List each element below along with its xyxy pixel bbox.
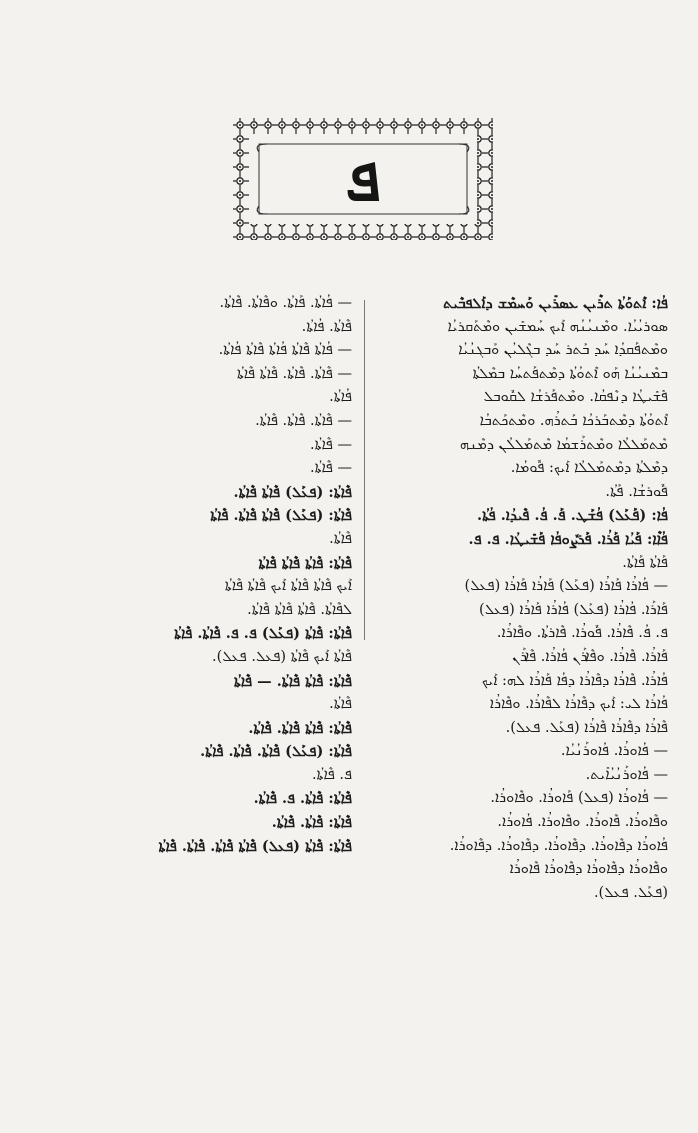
entry-line: ܣܘܪܝܳܝܳܐ. ܘܡܶܢܝܳܢܳܗ ܐܰܝܟ ܚܰܡܫܺܝܢ ܘܡܶܬܰܩܪܝܳܐ — [447, 318, 668, 335]
entry-line: ܦܶܐܬܳܐ: ܦܶܐܬܳܐ ܦܶܐܬܳܐ. — ܦܶܐܬܳܐ — [233, 672, 352, 690]
entry-line: ܦܰܐܬܳܐ ܦܰܐܬܳܐ. — [622, 554, 668, 571]
entry-line: ܦܶܐܪܳܐ ܕܦܶܐܪܳܐ ܦܶܐܪܳܐ (ܦܥܰܠ. ܦܥܠ). — [505, 719, 668, 736]
entry-line: ܦܶܐܬܳܐ: ܦܶܐܬܳܐ. ܦܶܐܬܳܐ. — [271, 814, 352, 832]
entry-line: ܦܳܐ: ܐܶܬܘܰܬܳܐ ܬܪܶܝܢ ܥܣܪܺܝܢ ܘܰܚܡܶܫ ܕܐܰܠܦܒܶܝܬ — [443, 295, 668, 312]
entry-line: ܘܦܶܐܘܪܳܐ ܕܦܶܐܘܪܳܐ ܕܦܶܐܘܪܳܐ ܦܶܐܘܪܳܐ — [509, 861, 668, 878]
entry-line: ܐܰܝܟ ܦܶܐܬܳܐ ܦܶܐܬܳܐ ܐܰܝܟ ܦܶܐܬܳܐ ܦܶܐܬܳܐ — [224, 578, 352, 595]
entry-line: — ܦܶܐܬܳܐ. — [310, 460, 352, 477]
entry-line: ܦܶܐܬܳܐ: ܦܶܐܬܳܐ. ܦ. ܦܶܐܬܳܐ. — [253, 790, 352, 808]
entry-line: ܦ. ܦܳ. ܦܶܐܪܳܐ. ܦܽܘܪܳܐ. ܦܶܐܪܬܳܐ. ܘܦܶܐܪܳܐ. — [496, 625, 668, 642]
entry-line: ܦܳܐ: (ܦܰܥܰܠ) ܦܳܫܰܛ. ܦܰ. ܦܳ. ܦܶܝܕܳܐ. ܦܳܬܳܐ. — [477, 507, 668, 525]
entry-line: — ܦܳܐܘܪܳܐ (ܦܥܠ) ܦܰܐܘܪܳܐ. ܘܦܶܐܘܪܳܐ. — [490, 790, 668, 807]
entry-line: ܦܶܐܬܳܐ. — [329, 530, 352, 547]
entry-line: ܦܶܐܬܳܐ ܐܰܝܟ ܦܶܐܬܳܐ (ܦܥܠ. ܦܥܠ). — [212, 648, 352, 665]
entry-line: — ܦܳܐܪܳܐ ܦܰܐܪܳܐ (ܦܥܰܠ) ܦܰܐܪܳܐ ܦܰܐܪܳܐ (ܦܥܠ) — [464, 578, 668, 595]
entry-line: ܠܦܶܐܬܳܐ. ܦܶܐܬܳܐ ܦܶܐܬܳܐ ܦܶܐܬܳܐ. — [247, 601, 352, 618]
entry-line: ܘܡܶܬܦܰܩܕܳܐ ܚܰܕ ܒܰܬܪ ܚܰܕ ܒܓܶܠܝܳܢ ܘܰܒܓܢܳܝܳܐ — [458, 342, 668, 359]
entry-line: ܦܰܐܪܳܐ. ܦܶܐܪܳܐ. ܘܦܶܐܪܰܢ ܦܳܐܪܳܐ. ܦܶܐܪܰܢ — [512, 648, 668, 665]
entry-line: — ܦܶܐܬܳܐ. ܦܶܐܬܳܐ. ܦܶܐܬܳܐ ܦܶܐܬܳܐ — [236, 365, 352, 382]
entry-line: ܘܦܶܐܘܪܳܐ. ܦܶܐܘܪܳܐ. ܘܦܶܐܘܪܳܐ. ܦܳܐܘܪܳܐ. — [497, 814, 668, 831]
entry-line: ܦܳܐܪܳܐ ܠܝ: ܐܰܝܟ ܕܦܶܐܪܳܐ ܠܦܶܐܪܳܐ. ܘܦܶܐܪܳܐ — [489, 696, 668, 713]
entry-line: ܦܶܐܬܳܐ. — [329, 696, 352, 713]
entry-line: ܦܽܘܪܫܳܐ. ܦܰܬܳܐ. — [605, 483, 668, 500]
column-divider — [364, 300, 365, 640]
entry-line: ܦܶܐܬܳܐ: (ܦܥܰܠ) ܦܶܐܬܳܐ. ܦܶܐܬܳܐ. ܦܶܐܬܳܐ. — [200, 743, 352, 761]
entry-line: ܒܡܶܢܝܳܢܳܐ ܗܰܘ ܐܶܬܘܳܬܳܐ ܕܡܶܬܦܰܬܚܳܐ ܒܡܶܠܬܳܐ — [472, 365, 668, 382]
entry-line: (ܦܥܰܠ. ܦܥܠ). — [593, 884, 668, 901]
left-column — [52, 292, 352, 858]
entry-line: ܦܰܐܪܰܐ. ܦܳܐܪܳܐ (ܦܥܰܠ) ܦܳܐܪܳܐ ܦܰܐܪܳܐ (ܦܥܠ) — [479, 601, 668, 618]
entry-line: ܦܶܐܬܳܐ. ܦܳܐܬܳܐ. — [301, 318, 352, 335]
entry-line: ܦ. ܦܶܐܬܳܐ. — [311, 766, 352, 783]
entry-line: — ܦܳܐܘܪܰܢܳܝܳܐܺܝܬ. — [585, 766, 668, 783]
entry-line: ܦܶܐܬܳܐ: (ܦܥܰܠ) ܦܶܐܬܳܐ ܦܶܐܬܳܐ. ܦܶܐܬܳܐ — [210, 507, 352, 525]
entry-line: ܦܶܐܬܳܐ: ܦܶܐܬܳܐ ܦܶܐܬܳܐ. ܦܶܐܬܳܐ. — [248, 719, 352, 737]
entry-line: — ܦܳܐܬܳܐ ܦܶܐܬܳܐ ܦܳܐܬܳܐ ܦܶܐܬܳܐ ܦܳܐܬܳܐ. — [218, 342, 352, 359]
initial-letter: ܦ — [345, 141, 381, 216]
entry-line: — ܦܳܐܘܪܳܐ. ܦܳܐܘܪܰܢܳܝܳܐ. — [560, 743, 668, 760]
entry-line: ܦܳܐܶܐ: ܦܰܝܳܐ ܦܰܪܳܐ. ܦܰܪܨܽܘܦܳܐ ܦܰܫܺܝܛܳܐ. ܦ. ܦ. — [468, 530, 668, 548]
entry-line: ܦܳܐܘܪܳܐ ܕܦܶܐܘܪܳܐ. ܕܦܶܐܘܪܳܐ. ܕܦܶܐܘܪܳܐ. ܕܦܶܐܘܪܳܐ. — [449, 837, 668, 854]
entry-line: ܦܶܐܬܳܐ: ܦܶܐܬܳܐ ܦܶܐܬܳܐ ܦܶܐܬܳܐ — [258, 554, 352, 572]
entry-line: ܦܶܐܬܳܐ: ܦܶܐܬܳܐ (ܦܥܰܠ) ܦ. ܦ. ܦܶܐܬܳܐ. ܦܶܐܬܳܐ — [174, 625, 352, 643]
entry-line: ܡܶܬܡܰܠܠܳܐ ܘܡܶܬܪܰܫܡܳܐ ܡܶܬܡܰܠܠܳܢ ܕܡܶܢܗ — [459, 436, 668, 453]
entry-line: ܦܳܐܪܳܐ. ܦܶܐܪܳܐ ܕܦܶܐܪܳܐ ܕܦܳܐ ܦܰܐܪܳܐ ܠܗ: ܐܰܝܟ — [481, 672, 668, 689]
entry-line: — ܦܶܐܬܳܐ. ܦܶܐܬܳܐ. ܦܶܐܬܳܐ. — [255, 412, 352, 429]
ornamental-frame — [233, 118, 493, 240]
entry-line: ܦܺܫܺܝܛܳܐ ܕܢܶܦܩܳܐ. ܘܡܶܬܦܰܪܫܳܐ ܠܩܽܘܒܠ — [483, 389, 668, 406]
entry-line: — ܦܶܐܬܳܐ. — [310, 436, 352, 453]
entry-line: ܐܶܬܘܳܬܳܐ ܕܡܶܬܒܰܪܟܳܐ ܒܰܬܪܳܗ. ܘܡܶܬܟܰܬܒܳܐ — [479, 412, 668, 429]
entry-line: ܦܶܐܬܳܐ: (ܦܥܰܠ) ܦܶܐܬܳܐ ܦܶܐܬܳܐ. — [233, 483, 352, 501]
right-column — [378, 292, 668, 905]
entry-line: — ܦܳܐܬܳܐ. ܦܰܐܬܳܐ. ܘܦܶܐܬܳܐ. ܦܶܐܬܳܐ. — [219, 295, 352, 311]
entry-line: ܦܶܐܬܳܐ: ܦܶܐܬܳܐ (ܦܥܠ) ܦܶܐܬܳܐ ܦܶܐܬܳܐ. ܦܶܐܬܳܐ. ܦܶܐܬܳܐ — [158, 837, 352, 855]
entry-line: ܕܡܶܠܬܳܐ ܕܡܶܬܡܰܠܠܳܐ ܐܰܝܟ: ܦܽܘܡܳܐ. — [510, 460, 668, 477]
entry-line: ܦܳܐܬܳܐ. — [329, 389, 352, 406]
